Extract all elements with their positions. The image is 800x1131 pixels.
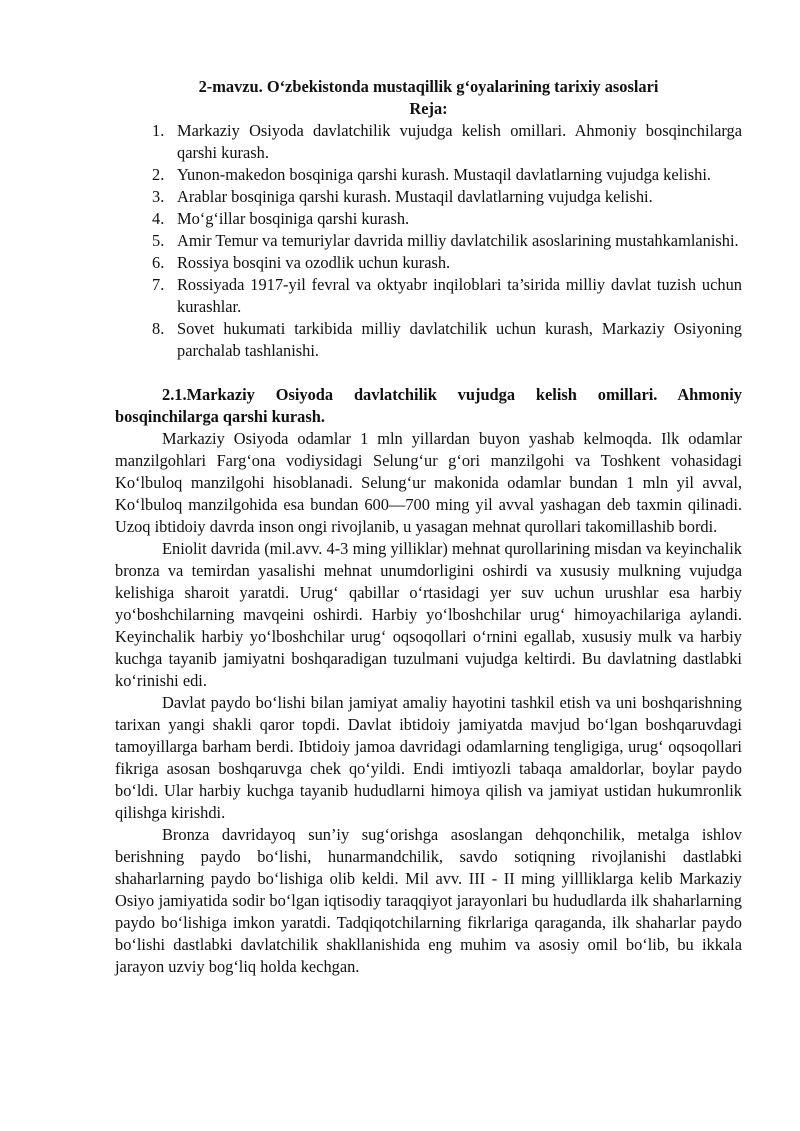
- plan-item-text: Arablar bosqiniga qarshi kurash. Mustaqil davlatlarning vujudga kelishi.: [177, 187, 653, 206]
- plan-item-text: Yunon-makedon bosqiniga qarshi kurash. Mustaqil davlatlarning vujudga kelishi.: [177, 165, 711, 184]
- plan-list: [115, 120, 742, 362]
- plan-item-text: Rossiya bosqini va ozodlik uchun kurash.: [177, 253, 451, 272]
- plan-item-text: Markaziy Osiyoda davlatchilik vujudga kelish omillari. Ahmoniy bosqinchilarga qarshi kurash.: [177, 121, 742, 162]
- plan-item-number: 4.: [152, 209, 165, 228]
- plan-item: [115, 274, 742, 318]
- plan-item-number: 6.: [152, 253, 165, 272]
- plan-item-text: Sovet hukumati tarkibida milliy davlatchilik uchun kurash, Markaziy Osiyoning parchalab tashlanishi.: [177, 319, 742, 360]
- blank-line: [115, 362, 742, 384]
- plan-item-text: Mo‘g‘illar bosqiniga qarshi kurash.: [177, 209, 410, 228]
- plan-item: [115, 164, 742, 186]
- plan-item-text: Amir Temur va temuriylar davrida milliy davlatchilik asoslarining mustahkamlanishi.: [177, 231, 739, 250]
- section-heading: 2.1.Markaziy Osiyoda davlatchilik vujudga kelish omillari. Ahmoniy bosqinchilarga qarshi kurash.: [115, 385, 742, 426]
- plan-item-number: 5.: [152, 231, 165, 250]
- plan-item-number: 3.: [152, 187, 165, 206]
- plan-item: [115, 318, 742, 362]
- paragraph: Eniolit davrida (mil.avv. 4-3 ming yilliklar) mehnat qurollarining misdan va keyinchalik bronza va temirdan yasalishi mehnat unumdorligini oshirdi va xususiy mulkning vujudga kelishiga sharoit yaratdi. Urug‘ qabillar o‘rtasidagi yer suv uchun urushlar esa harbiy yo‘boshchilarning mavqeini oshirdi. Harbiy yo‘lboshchilar urug‘ himoyachilariga aylandi. Keyinchalik harbiy yo‘lboshchilar urug‘ oqsoqollari o‘rnini egallab, xususiy mulk va harbiy kuchga tayanib jamiyatni boshqaradigan tuzulmani vujudga keltirdi. Bu davlatning dastlabki ko‘rinishi edi.: [115, 539, 742, 690]
- document-page: [115, 76, 742, 978]
- plan-item: [115, 186, 742, 208]
- paragraph: Markaziy Osiyoda odamlar 1 mln yillardan buyon yashab kelmoqda. Ilk odamlar manzilgohlari Farg‘ona vodiysidagi Selung‘ur g‘ori manzilgohi va Toshkent vohasidagi Ko‘lbuloq manzilgohi hisoblanadi. Selung‘ur makonida odamlar bundan 1 mln yil avval, Ko‘lbuloq manzilgohida esa bundan 600—700 ming yil avval yashagan deb taxmin qilinadi. Uzoq ibtidoiy davrda inson ongi rivojlanib, u yasagan mehnat qurollari takomillashib bordi.: [115, 429, 742, 536]
- plan-item-number: 7.: [152, 275, 165, 294]
- paragraph: Davlat paydo bo‘lishi bilan jamiyat amaliy hayotini tashkil etish va uni boshqarishning tarixan yangi shakli qaror topdi. Davlat ibtidoiy jamiyatda mavjud bo‘lgan boshqaruvdagi tamoyillarga barham berdi. Ibtidoiy jamoa davridagi odamlarning tengligiga, urug‘ oqsoqollari fikriga asosan boshqaruvga chek qo‘yildi. Endi imtiyozli tabaqa amaldorlar, boylar paydo bo‘ldi. Ular harbiy kuchga tayanib hududlarni himoya qilish va jamiyat ustidan hukumronlik qilishga kirishdi.: [115, 693, 742, 822]
- document-title: 2-mavzu. O‘zbekistonda mustaqillik g‘oyalarining tarixiy asoslari: [198, 77, 659, 96]
- plan-item: [115, 120, 742, 164]
- plan-item-number: 1.: [152, 121, 165, 140]
- plan-item: [115, 208, 742, 230]
- plan-title: Reja:: [409, 99, 448, 118]
- plan-item: [115, 230, 742, 252]
- plan-item-number: 2.: [152, 165, 165, 184]
- plan-item-number: 8.: [152, 319, 165, 338]
- plan-item-text: Rossiyada 1917-yil fevral va oktyabr inqiloblari ta’sirida milliy davlat tuzish uchun kurashlar.: [177, 275, 742, 316]
- paragraph: Bronza davridayoq sun’iy sug‘orishga asoslangan dehqonchilik, metalga ishlov berishning paydo bo‘lishi, hunarmandchilik, savdo sotiqning rivojlanishi dastlabki shaharlarning paydo bo‘lishiga olib keldi. Mil avv. III - II ming yillliklarga kelib Markaziy Osiyo jamiyatida sodir bo‘lgan iqtisodiy taraqqiyot jarayonlari bu hududlarda ilk shaharlarning paydo bo‘lishiga imkon yaratdi. Tadqiqotchilarning fikrlariga qaraganda, ilk shaharlar paydo bo‘lishi dastlabki davlatchilik shakllanishida eng muhim va asosiy omil bo‘lib, bu ikkala jarayon uzviy bog‘liq holda kechgan.: [115, 825, 742, 976]
- plan-item: [115, 252, 742, 274]
